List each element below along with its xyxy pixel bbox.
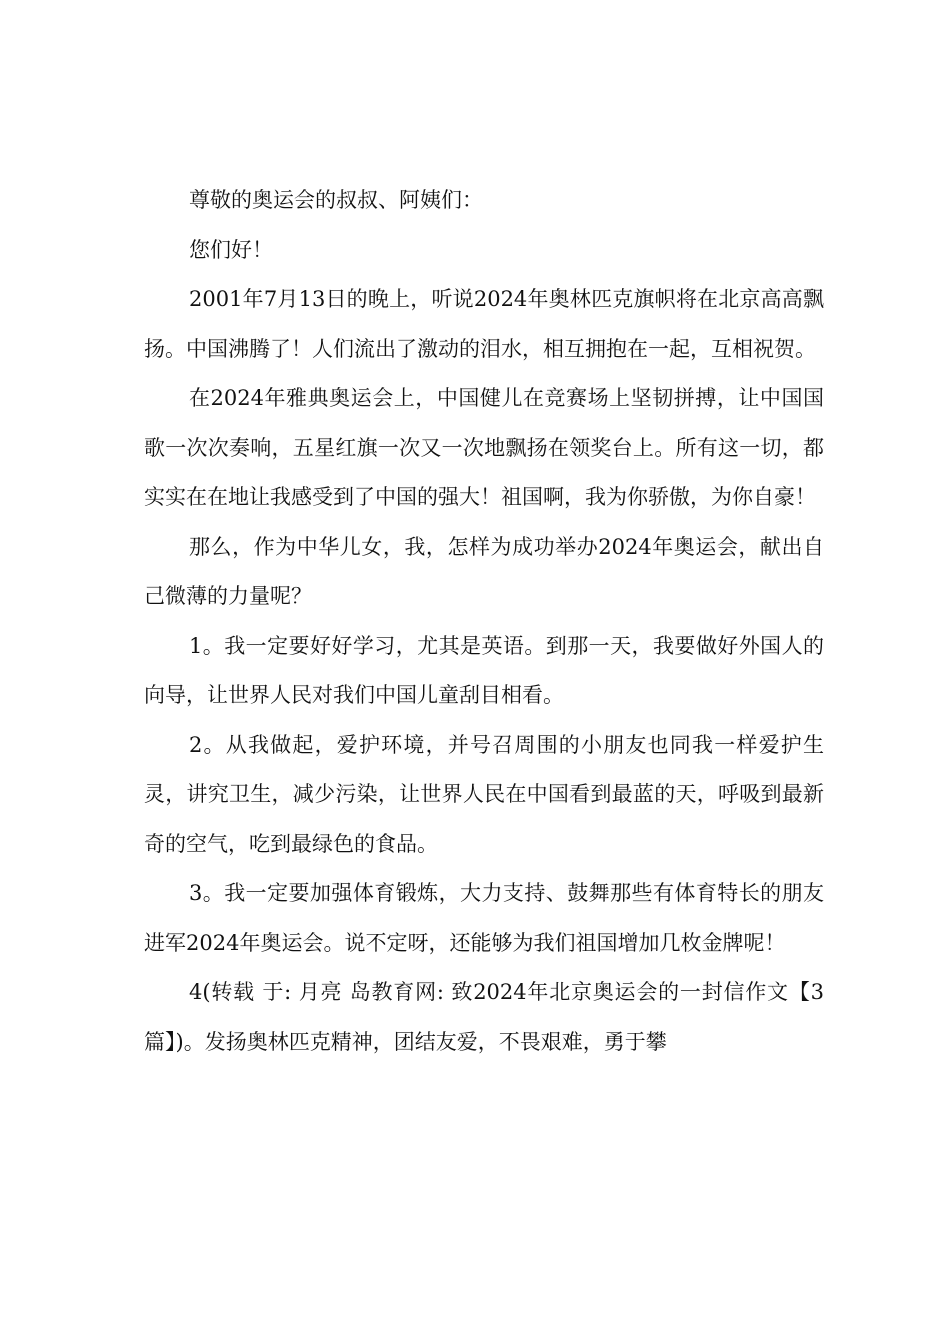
list-item-2: 2。从我做起，爱护环境，并号召周围的小朋友也同我一样爱护生灵，讲究卫生，减少污染，让世界人民在中国看到最蓝的天，呼吸到最新奇的空气，吃到最绿色的食品。 <box>144 732 824 856</box>
letter-body <box>144 176 824 1067</box>
paragraph-question: 那么，作为中华儿女，我，怎样为成功举办2024年奥运会，献出自己微薄的力量呢？ <box>144 534 824 608</box>
greeting: 您们好！ <box>189 237 273 262</box>
list-item-4: 4(转载 于: 月亮 岛教育网: 致2024年北京奥运会的一封信作文【3篇】)。发扬奥林匹克精神，团结友爱，不畏艰难，勇于攀 <box>144 980 824 1054</box>
paragraph-athens-olympics: 在2024年雅典奥运会上，中国健儿在竞赛场上坚韧拼搏，让中国国歌一次次奏响，五星红旗一次又一次地飘扬在领奖台上。所有这一切，都实实在在地让我感受到了中国的强大！祖国啊，我为你骄傲，为你自豪！ <box>144 386 824 509</box>
list-item-3: 3。我一定要加强体育锻炼，大力支持、鼓舞那些有体育特长的朋友进军2024年奥运会。说不定呀，还能够为我们祖国增加几枚金牌呢！ <box>144 881 824 955</box>
list-item-1: 1。我一定要好好学习，尤其是英语。到那一天，我要做好外国人的向导，让世界人民对我们中国儿童刮目相看。 <box>144 633 824 707</box>
paragraph-beijing-olympics-news: 2001年7月13日的晚上，听说2024年奥林匹克旗帜将在北京高高飘扬。中国沸腾了！人们流出了激动的泪水，相互拥抱在一起，互相祝贺。 <box>144 287 824 361</box>
salutation: 尊敬的奥运会的叔叔、阿姨们： <box>189 188 483 212</box>
